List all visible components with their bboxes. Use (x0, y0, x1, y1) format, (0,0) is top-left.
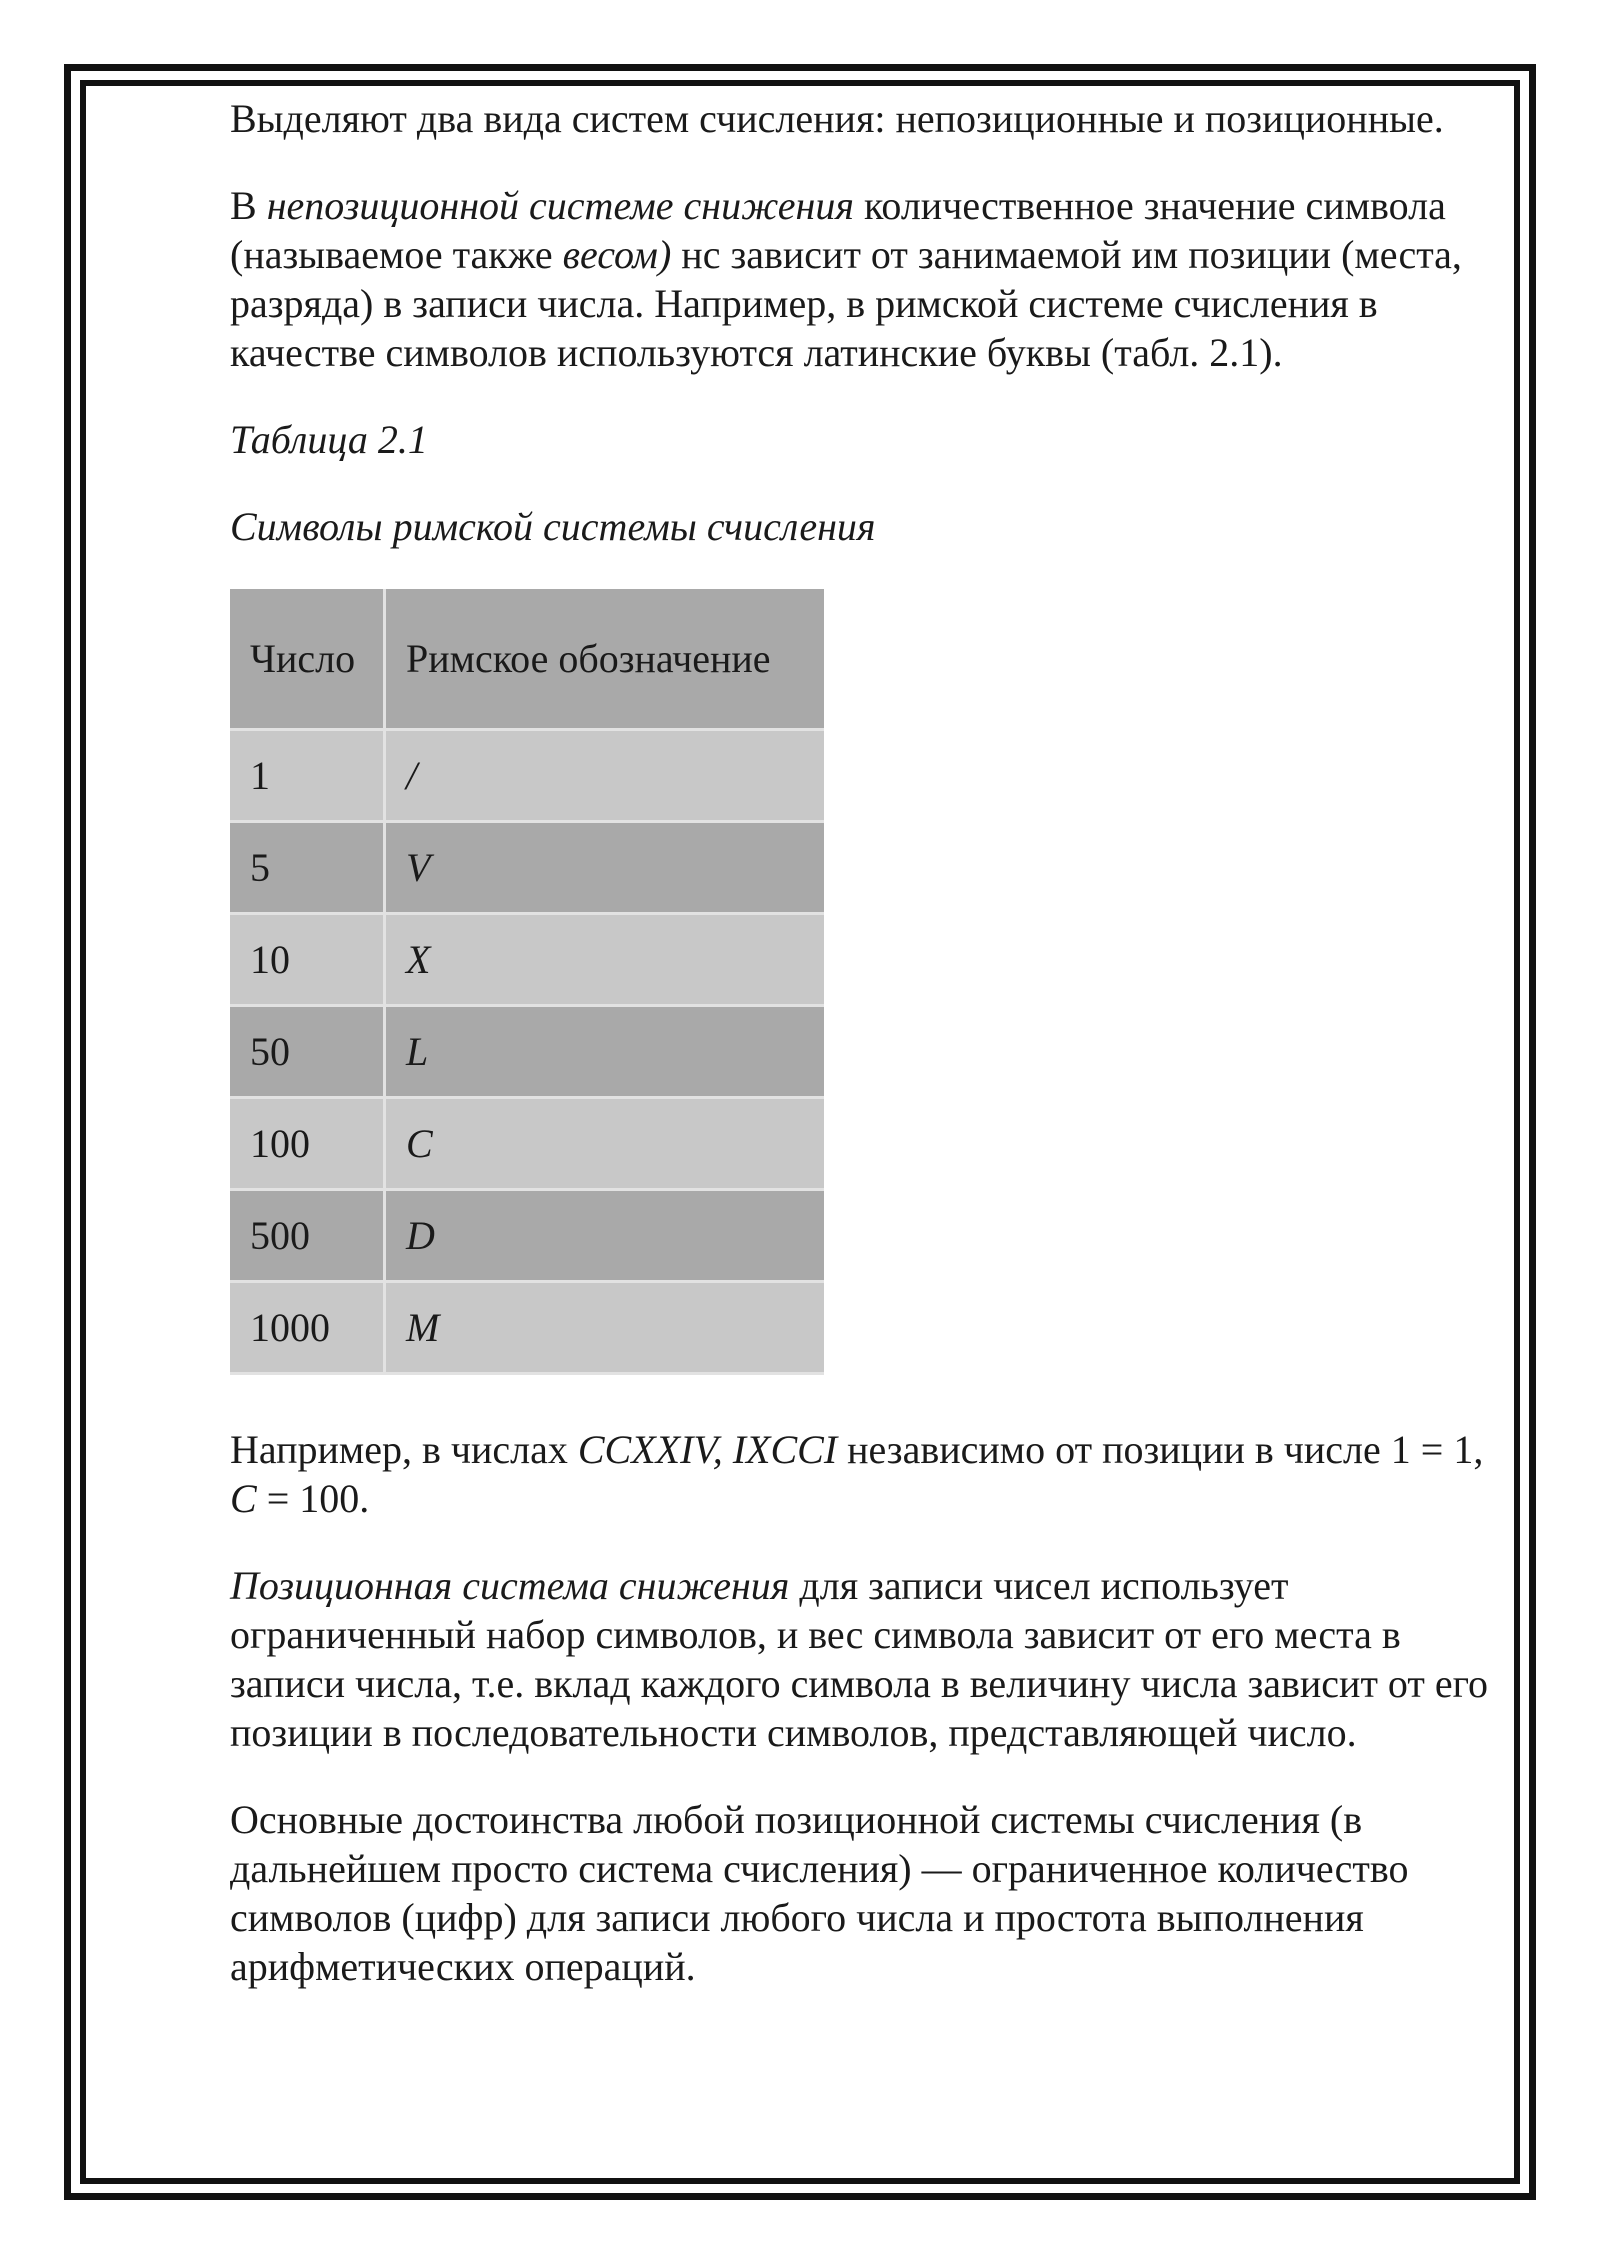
roman-symbols-table (230, 589, 824, 1375)
table-row (230, 1283, 824, 1375)
roman-examples: CCXXIV, IXCCI (577, 1427, 838, 1472)
cell-number: 50 (230, 1007, 386, 1099)
paragraph-example: Например, в числах CCXXIV, IXCCI независимо от позиции в числе 1 = 1, C = 100. (230, 1427, 1484, 1521)
paragraph-advantages: Основные достоинства любой позиционной системы счисления (в дальнейшем просто система счисления) — ограниченное количество символов (цифр) для записи любого числа и простота выполнения арифметических операций. (230, 1797, 1409, 1989)
paragraph-nonpositional: В непозиционной системе снижения количественное значение символа (называемое также весом) нс зависит от занимаемой им позиции (места, разряда) в записи числа. Например, в римской системе счисления в качестве символов используются латинские буквы (табл. 2.1). (230, 183, 1462, 375)
table-row (230, 1099, 824, 1191)
cell-number: 1000 (230, 1283, 386, 1375)
table-header-row (230, 589, 824, 731)
table-title: Символы римской системы счисления (230, 504, 876, 549)
cell-number: 100 (230, 1099, 386, 1191)
table-row (230, 915, 824, 1007)
document-body (230, 94, 1500, 2029)
paragraph-positional: Позиционная система снижения для записи чисел использует ограниченный набор символов, и вес символа зависит от его места в записи числа, т.е. вклад каждого символа в величину числа зависит от его позиции в последовательности символов, представляющей число. (230, 1563, 1489, 1755)
table-row (230, 1007, 824, 1099)
cell-symbol: M (386, 1283, 824, 1375)
cell-symbol: / (386, 731, 824, 823)
table-number: Таблица 2.1 (230, 417, 428, 462)
table-row (230, 823, 824, 915)
term-positional: Позиционная система снижения (230, 1563, 790, 1608)
paragraph-intro: Выделяют два вида систем счисления: непозиционные и позиционные. (230, 96, 1444, 141)
cell-symbol: C (386, 1099, 824, 1191)
table-body (230, 731, 824, 1375)
header-roman: Римское обозначение (386, 589, 824, 731)
term-weight: весом) (562, 232, 672, 277)
symbol-c: C (230, 1476, 257, 1521)
cell-symbol: V (386, 823, 824, 915)
cell-number: 10 (230, 915, 386, 1007)
header-number: Число (230, 589, 386, 731)
cell-number: 500 (230, 1191, 386, 1283)
table-row (230, 1191, 824, 1283)
table-row (230, 731, 824, 823)
term-nonpositional: непозиционной системе снижения (266, 183, 854, 228)
cell-symbol: X (386, 915, 824, 1007)
cell-symbol: D (386, 1191, 824, 1283)
cell-number: 5 (230, 823, 386, 915)
cell-number: 1 (230, 731, 386, 823)
cell-symbol: L (386, 1007, 824, 1099)
